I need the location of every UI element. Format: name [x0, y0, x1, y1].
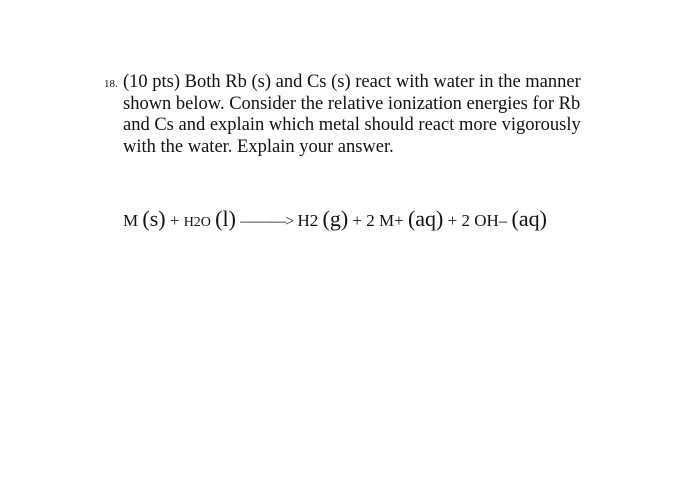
question-line: with the water. Explain your answer. — [123, 136, 394, 157]
equation-anion-state: (aq) — [511, 206, 547, 231]
reaction-arrow: ———> — [240, 213, 294, 230]
equation-plus: + — [169, 211, 180, 230]
equation-plus: + — [447, 211, 458, 230]
equation-hydrogen: H2 — [297, 211, 319, 230]
question-line: and Cs and explain which metal should react more vigorously — [123, 115, 581, 135]
question-text — [123, 72, 624, 158]
equation-anion-coefficient: 2 — [461, 211, 470, 230]
equation-plus: + — [352, 211, 362, 230]
question-line: shown below. Consider the relative ionization energies for Rb — [123, 93, 581, 114]
equation-cation-state: (aq) — [407, 206, 444, 231]
equation-hydrogen-state: (g) — [322, 206, 349, 231]
question-block — [104, 72, 624, 158]
equation-metal: M — [123, 211, 139, 230]
question-number: 18. — [104, 78, 118, 90]
equation-cation: M+ — [379, 211, 404, 230]
equation-cation-coefficient: 2 — [366, 211, 375, 230]
equation-metal-state: (s) — [142, 206, 166, 231]
question-line: (10 pts) Both Rb (s) and Cs (s) react with water in the manner — [123, 72, 581, 92]
equation-water-state: (l) — [215, 206, 236, 231]
equation-anion: OH– — [474, 211, 508, 230]
reaction-equation — [123, 205, 547, 237]
equation-water: H2O — [183, 215, 211, 230]
